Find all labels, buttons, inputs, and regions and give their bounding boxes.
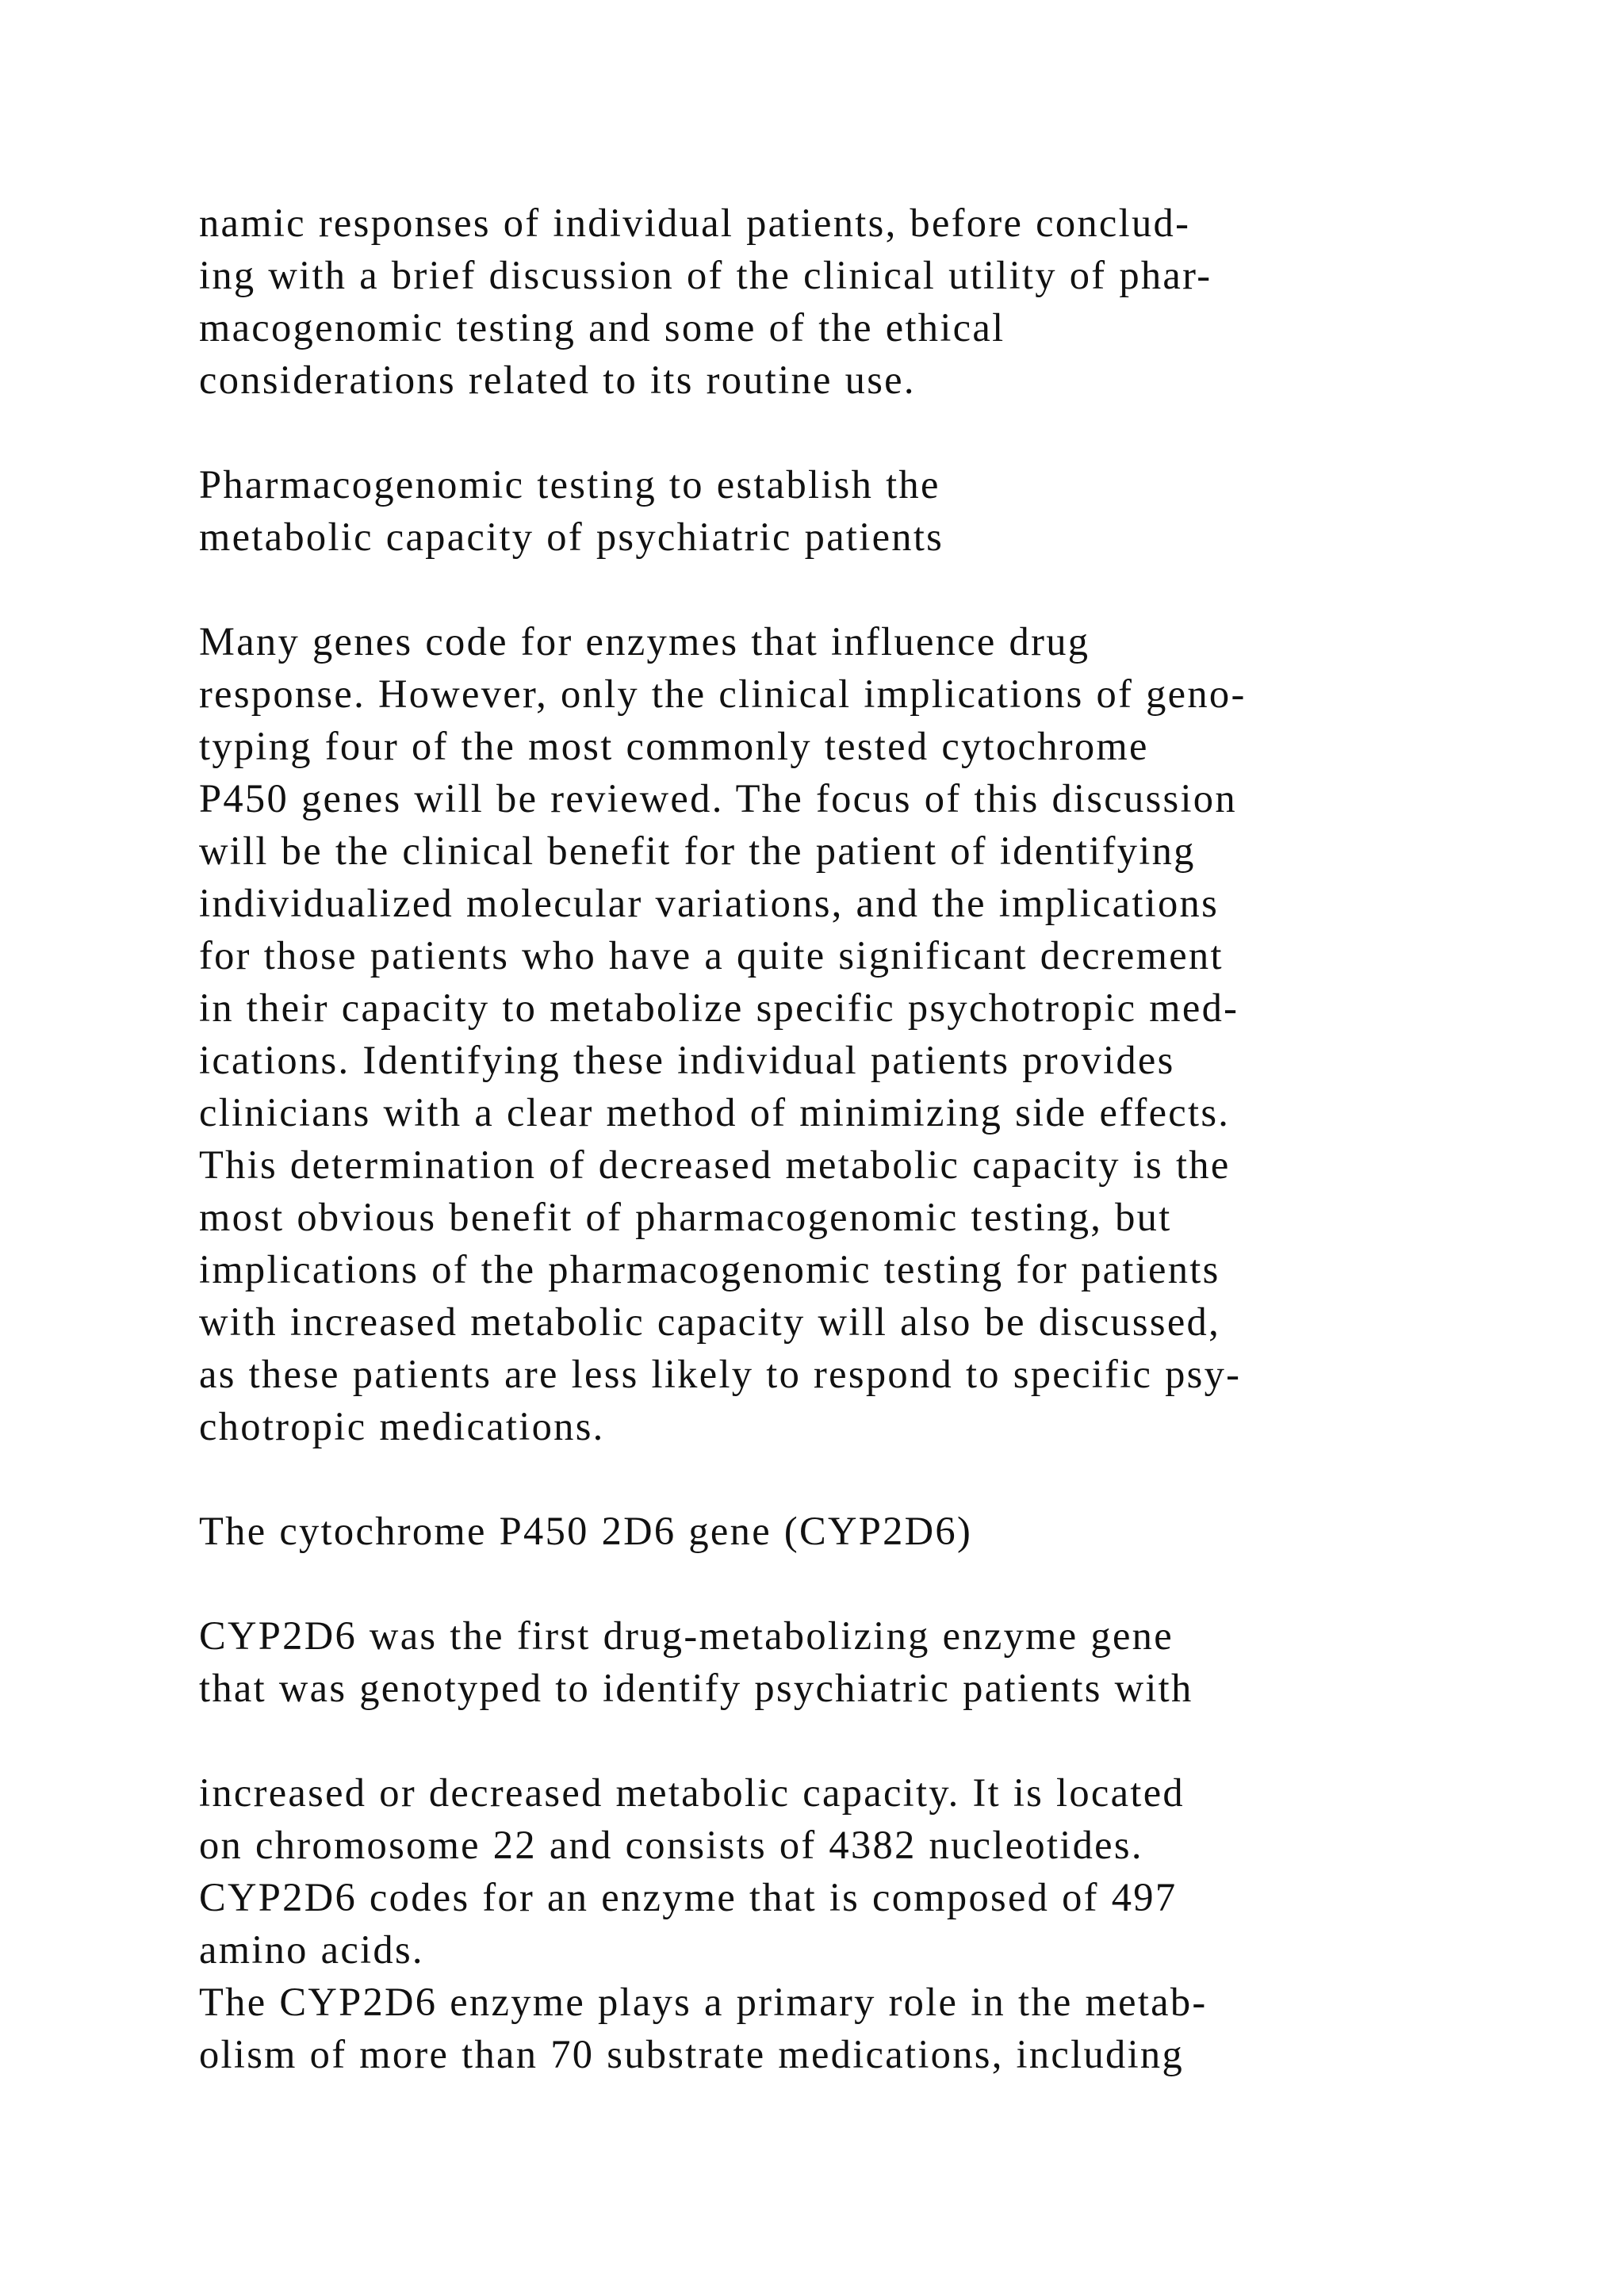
text-line: most obvious benefit of pharmacogenomic testing, but xyxy=(199,1195,1172,1239)
section-heading: Pharmacogenomic testing to establish the xyxy=(199,462,940,507)
text-line: will be the clinical benefit for the patient of identifying xyxy=(199,828,1196,873)
text-line: for those patients who have a quite significant decrement xyxy=(199,933,1224,978)
text-line: macogenomic testing and some of the ethical xyxy=(199,305,1005,350)
text-line: This determination of decreased metabolic capacity is the xyxy=(199,1142,1231,1187)
text-line: typing four of the most commonly tested cytochrome xyxy=(199,724,1149,768)
text-line: response. However, only the clinical implications of geno- xyxy=(199,672,1247,716)
text-line: ing with a brief discussion of the clinical utility of phar- xyxy=(199,253,1212,297)
text-line: olism of more than 70 substrate medications, including xyxy=(199,2032,1185,2076)
text-line: on chromosome 22 and consists of 4382 nucleotides. xyxy=(199,1823,1143,1867)
text-line: as these patients are less likely to respond to specific psy- xyxy=(199,1352,1242,1396)
text-line: that was genotyped to identify psychiatric patients with xyxy=(199,1666,1193,1710)
text-line: considerations related to its routine use. xyxy=(199,358,916,402)
text-line: ications. Identifying these individual patients provides xyxy=(199,1038,1175,1082)
section-heading: The cytochrome P450 2D6 gene (CYP2D6) xyxy=(199,1509,973,1553)
text-line: namic responses of individual patients, before conclud- xyxy=(199,201,1191,245)
text-line: CYP2D6 codes for an enzyme that is composed of 497 xyxy=(199,1875,1178,1919)
text-line: P450 genes will be reviewed. The focus of this discussion xyxy=(199,776,1237,821)
text-line: amino acids. xyxy=(199,1927,424,1972)
text-line: in their capacity to metabolize specific psychotropic med- xyxy=(199,985,1239,1030)
text-line: CYP2D6 was the first drug-metabolizing enzyme gene xyxy=(199,1613,1174,1658)
section-heading: metabolic capacity of psychiatric patients xyxy=(199,515,944,559)
text-line: clinicians with a clear method of minimizing side effects. xyxy=(199,1090,1231,1135)
text-line: increased or decreased metabolic capacity. It is located xyxy=(199,1770,1185,1815)
text-line: Many genes code for enzymes that influence drug xyxy=(199,619,1090,664)
text-line: implications of the pharmacogenomic testing for patients xyxy=(199,1247,1220,1292)
text-line: The CYP2D6 enzyme plays a primary role in the metab- xyxy=(199,1980,1208,2024)
text-line: individualized molecular variations, and the implications xyxy=(199,881,1220,925)
text-line: chotropic medications. xyxy=(199,1404,605,1448)
text-line: with increased metabolic capacity will also be discussed, xyxy=(199,1299,1221,1344)
